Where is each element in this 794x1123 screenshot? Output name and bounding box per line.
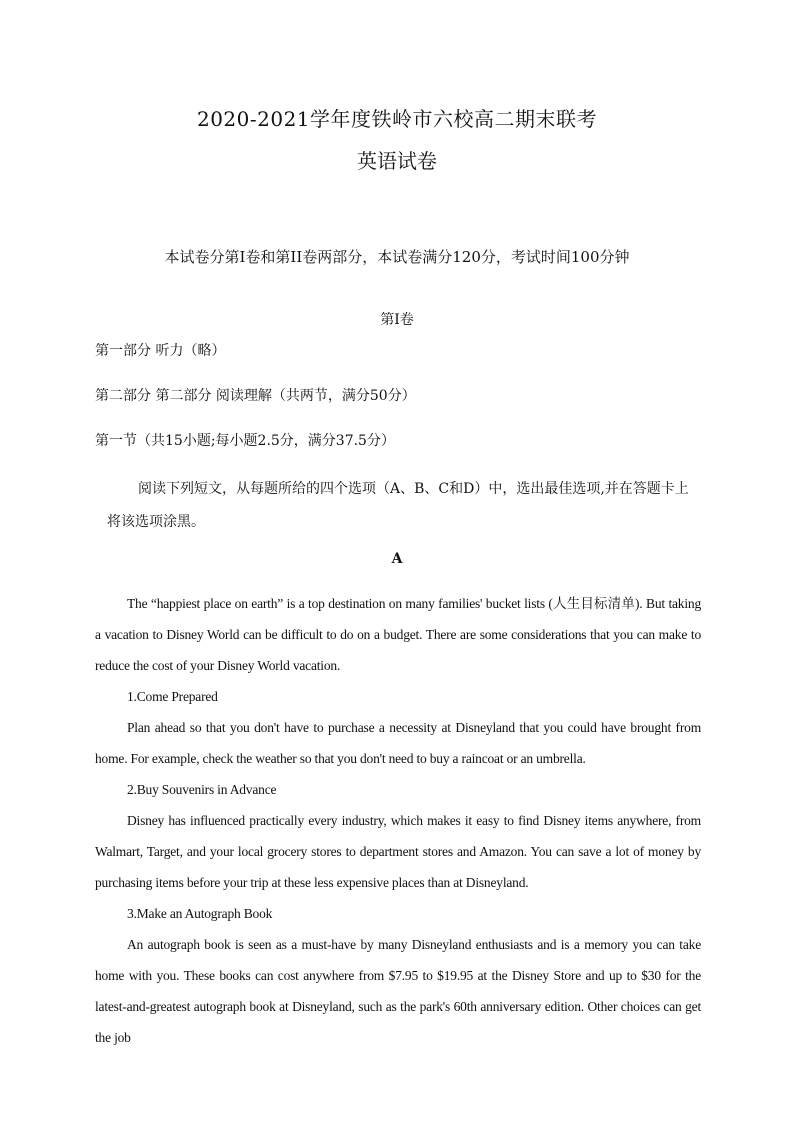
tip-two-heading: 2.Buy Souvenirs in Advance	[127, 782, 277, 797]
tip-three-paragraph: An autograph book is seen as a must-have by many Disneyland enthusiasts and is a memory you can take home with you. These books can cost anywhere from $7.95 to $19.95 at the Disney Store and up to $30 for the latest-and-greatest autograph book at Disneyland, such as the park's 60th anniversary edition. Other choices can get the job	[95, 937, 701, 1045]
part-one-heading: 第一部分 听力（略）	[95, 343, 226, 359]
section-one-heading: 第一节（共15小题;每小题2.5分，满分37.5分）	[95, 433, 395, 449]
exam-intro: 本试卷分第I卷和第II卷两部分，本试卷满分120分，考试时间100分钟	[164, 248, 630, 266]
tip-one-heading: 1.Come Prepared	[127, 689, 218, 704]
reading-instructions: 阅读下列短文，从每题所给的四个选项（A、B、C和D）中，选出最佳选项,并在答题卡上 将该选项涂黑。	[107, 481, 689, 530]
volume-heading: 第I卷	[380, 312, 414, 328]
tip-three-heading: 3.Make an Autograph Book	[127, 906, 273, 921]
tip-two-paragraph: Disney has influenced practically every industry, which makes it easy to find Disney items anywhere, from Walmart, Target, and your local grocery stores to department stores and Amazon. You can save a lot of money by purchasing items before your trip at these less expensive places than at Disneyland.	[95, 813, 701, 890]
part-two-heading: 第二部分 第二部分 阅读理解（共两节，满分50分）	[95, 388, 416, 404]
exam-title: 2020-2021学年度铁岭市六校高二期末联考	[196, 107, 598, 131]
tip-one-paragraph: Plan ahead so that you don't have to purchase a necessity at Disneyland that you could have brought from home. For example, check the weather so that you don't need to buy a raincoat or an umbrella.	[95, 720, 701, 766]
passage-label: A	[391, 551, 403, 567]
passage-intro-paragraph: The “happiest place on earth” is a top destination on many families' bucket lists (人生目标清单). But taking a vacation to Disney World can be difficult to do on a budget. There are some considerations that you can make to reduce the cost of your Disney World vacation.	[95, 596, 701, 673]
exam-subject-title: 英语试卷	[357, 149, 437, 173]
